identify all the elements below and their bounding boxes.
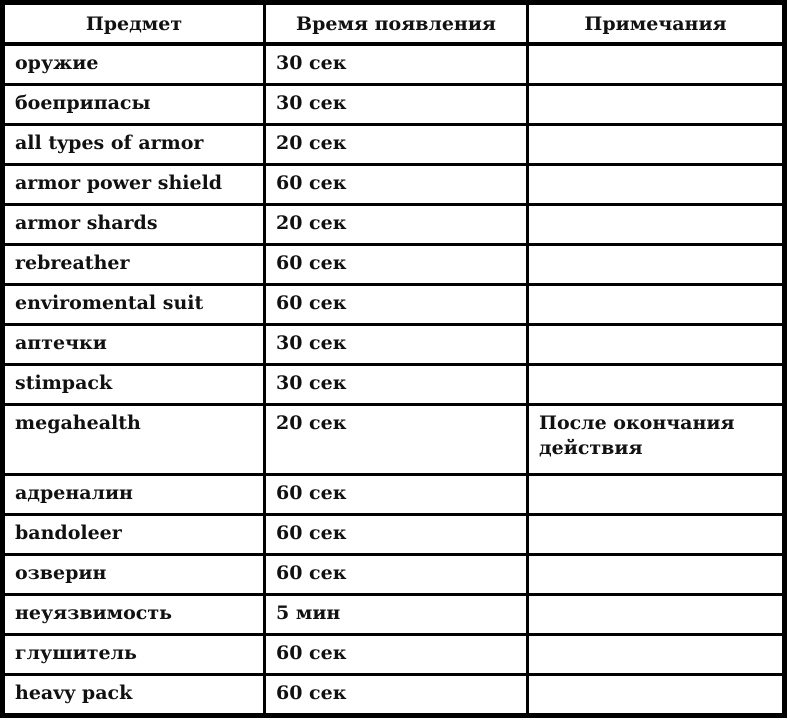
item-cell: all types of armor	[3, 125, 265, 165]
note-cell	[528, 635, 785, 675]
time-cell: 60 сек	[265, 515, 528, 555]
time-cell: 60 сек	[265, 245, 528, 285]
note-cell	[528, 285, 785, 325]
note-cell	[528, 245, 785, 285]
note-cell: После окончания действия	[528, 405, 785, 475]
item-cell: адреналин	[3, 475, 265, 515]
item-cell: armor shards	[3, 205, 265, 245]
item-cell: боеприпасы	[3, 85, 265, 125]
table-row	[3, 165, 785, 205]
note-cell	[528, 365, 785, 405]
note-cell	[528, 555, 785, 595]
note-cell	[528, 125, 785, 165]
time-cell: 30 сек	[265, 325, 528, 365]
table-row	[3, 365, 785, 405]
table-row	[3, 595, 785, 635]
table-row	[3, 475, 785, 515]
item-cell: оружие	[3, 44, 265, 85]
note-cell	[528, 205, 785, 245]
table-row	[3, 675, 785, 716]
note-cell	[528, 515, 785, 555]
table-row	[3, 85, 785, 125]
table-row	[3, 515, 785, 555]
item-cell: глушитель	[3, 635, 265, 675]
item-cell: armor power shield	[3, 165, 265, 205]
time-cell: 60 сек	[265, 285, 528, 325]
time-cell: 30 сек	[265, 365, 528, 405]
header-row	[3, 3, 785, 45]
item-cell: неуязвимость	[3, 595, 265, 635]
table-row	[3, 405, 785, 475]
note-cell	[528, 675, 785, 716]
note-cell	[528, 475, 785, 515]
table-row	[3, 635, 785, 675]
table-row	[3, 245, 785, 285]
item-cell: rebreather	[3, 245, 265, 285]
header-item: Предмет	[3, 3, 265, 45]
item-cell: enviromental suit	[3, 285, 265, 325]
note-cell	[528, 44, 785, 85]
note-cell	[528, 325, 785, 365]
table-row	[3, 125, 785, 165]
time-cell: 5 мин	[265, 595, 528, 635]
table-row	[3, 205, 785, 245]
table-row	[3, 555, 785, 595]
item-cell: heavy pack	[3, 675, 265, 716]
time-cell: 60 сек	[265, 675, 528, 716]
item-cell: аптечки	[3, 325, 265, 365]
time-cell: 30 сек	[265, 85, 528, 125]
table-row	[3, 285, 785, 325]
note-cell	[528, 595, 785, 635]
item-cell: megahealth	[3, 405, 265, 475]
note-cell	[528, 85, 785, 125]
time-cell: 30 сек	[265, 44, 528, 85]
time-cell: 20 сек	[265, 205, 528, 245]
time-cell: 60 сек	[265, 635, 528, 675]
table-row	[3, 325, 785, 365]
item-cell: stimpack	[3, 365, 265, 405]
item-cell: bandoleer	[3, 515, 265, 555]
time-cell: 60 сек	[265, 555, 528, 595]
header-time: Время появления	[265, 3, 528, 45]
time-cell: 60 сек	[265, 165, 528, 205]
time-cell: 20 сек	[265, 125, 528, 165]
item-cell: озверин	[3, 555, 265, 595]
time-cell: 20 сек	[265, 405, 528, 475]
header-notes: Примечания	[528, 3, 785, 45]
note-cell	[528, 165, 785, 205]
time-cell: 60 сек	[265, 475, 528, 515]
table-row	[3, 44, 785, 85]
